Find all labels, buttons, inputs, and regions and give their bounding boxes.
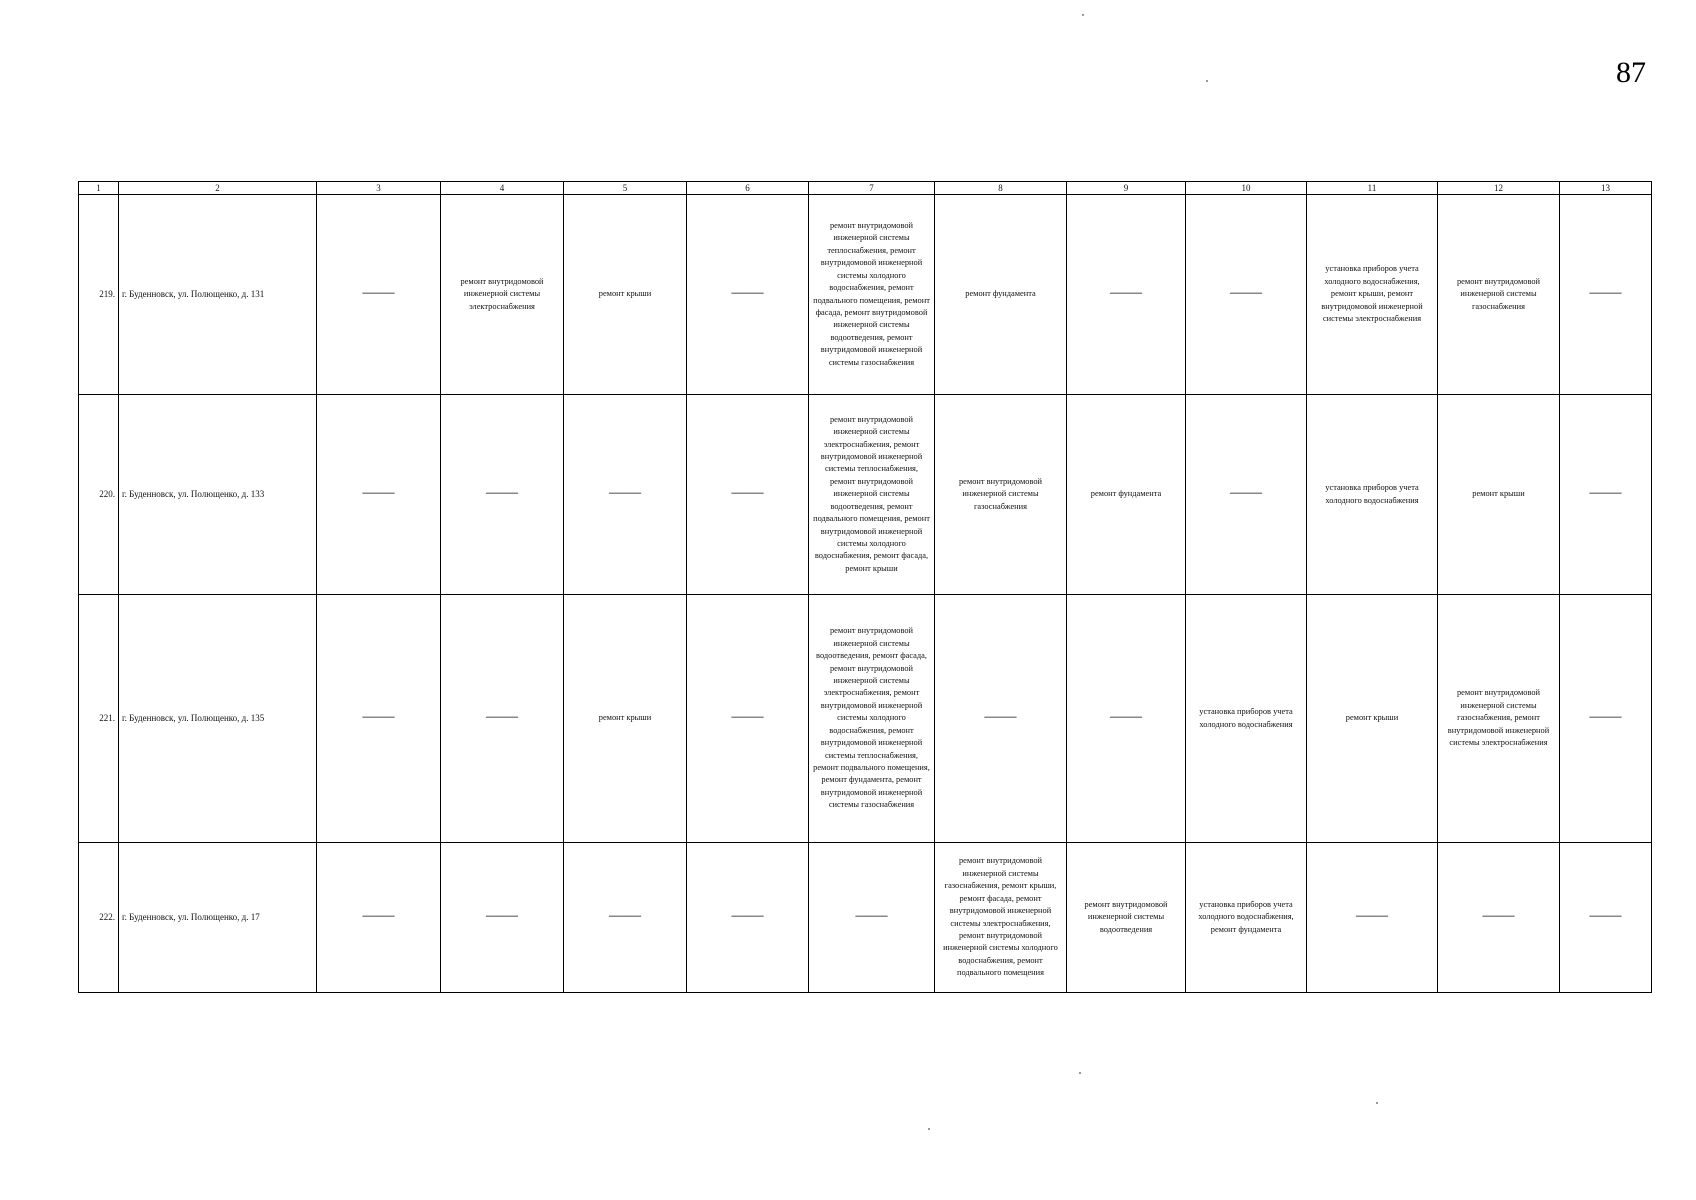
empty-dash: —— bbox=[984, 708, 1017, 726]
table-cell bbox=[1067, 595, 1186, 843]
empty-dash: —— bbox=[1589, 284, 1622, 302]
empty-dash: —— bbox=[1589, 708, 1622, 726]
table-cell: ремонт крыши bbox=[564, 195, 687, 395]
repair-schedule-table bbox=[78, 181, 1652, 993]
table-row bbox=[79, 195, 1652, 395]
column-number: 7 bbox=[809, 182, 935, 195]
table-cell bbox=[1438, 843, 1560, 993]
empty-dash: —— bbox=[362, 484, 395, 502]
column-number: 1 bbox=[79, 182, 119, 195]
empty-dash: —— bbox=[731, 708, 764, 726]
table-cell: установка приборов учета холодного водоснабжения bbox=[1307, 395, 1438, 595]
table-cell bbox=[1307, 843, 1438, 993]
table-cell bbox=[317, 843, 441, 993]
empty-dash: —— bbox=[855, 907, 888, 925]
table-cell: ремонт внутридомовой инженерной системы теплоснабжения, ремонт внутридомовой инженерной системы холодного водоснабжения, ремонт подвального помещения, ремонт фасада, ремонт внутридомовой инженерной системы водоотведения, ремонт внутридомовой инженерной системы газоснабжения bbox=[809, 195, 935, 395]
table-cell bbox=[809, 843, 935, 993]
table-cell bbox=[1067, 195, 1186, 395]
table-cell bbox=[935, 595, 1067, 843]
address-cell: г. Буденновск, ул. Полющенко, д. 133 bbox=[119, 395, 317, 595]
table-row bbox=[79, 395, 1652, 595]
table-cell: ремонт крыши bbox=[564, 595, 687, 843]
empty-dash: —— bbox=[1589, 907, 1622, 925]
table-cell bbox=[1560, 595, 1652, 843]
table-cell: ремонт внутридомовой инженерной системы водоотведения, ремонт фасада, ремонт внутридомовой инженерной системы электроснабжения, ремонт внутридомовой инженерной системы холодного водоснабжения, ремонт внутридомовой инженерной системы теплоснабжения, ремонт подвального помещения, ремонт фундамента, ремонт внутридомовой инженерной системы газоснабжения bbox=[809, 595, 935, 843]
table-cell bbox=[317, 395, 441, 595]
table-cell: установка приборов учета холодного водоснабжения, ремонт фундамента bbox=[1186, 843, 1307, 993]
column-number: 10 bbox=[1186, 182, 1307, 195]
table-cell bbox=[564, 843, 687, 993]
table-cell: ремонт крыши bbox=[1438, 395, 1560, 595]
row-number: 222. bbox=[79, 843, 119, 993]
table-cell: ремонт внутридомовой инженерной системы электроснабжения, ремонт внутридомовой инженерной системы теплоснабжения, ремонт внутридомовой инженерной системы водоотведения, ремонт подвального помещения, ремонт внутридомовой инженерной системы холодного водоснабжения, ремонт фасада, ремонт крыши bbox=[809, 395, 935, 595]
table-cell: ремонт крыши bbox=[1307, 595, 1438, 843]
row-number: 220. bbox=[79, 395, 119, 595]
table-cell bbox=[1560, 395, 1652, 595]
table-cell: ремонт фундамента bbox=[935, 195, 1067, 395]
table-cell bbox=[317, 195, 441, 395]
column-number: 3 bbox=[317, 182, 441, 195]
column-number: 2 bbox=[119, 182, 317, 195]
empty-dash: —— bbox=[1356, 907, 1388, 925]
column-number: 6 bbox=[687, 182, 809, 195]
empty-dash: —— bbox=[486, 484, 518, 502]
row-number: 221. bbox=[79, 595, 119, 843]
column-number-row bbox=[79, 182, 1652, 195]
table-cell bbox=[564, 395, 687, 595]
table-cell: ремонт внутридомовой инженерной системы водоотведения bbox=[1067, 843, 1186, 993]
page-number: 87 bbox=[1616, 56, 1646, 89]
empty-dash: —— bbox=[362, 284, 395, 302]
scan-speck bbox=[928, 1128, 930, 1130]
column-number: 4 bbox=[441, 182, 564, 195]
empty-dash: —— bbox=[1110, 284, 1142, 302]
empty-dash: —— bbox=[362, 708, 395, 726]
address-cell: г. Буденновск, ул. Полющенко, д. 135 bbox=[119, 595, 317, 843]
empty-dash: —— bbox=[1482, 907, 1515, 925]
empty-dash: —— bbox=[731, 907, 764, 925]
scan-speck bbox=[1079, 1072, 1081, 1074]
scan-speck bbox=[1376, 1102, 1378, 1104]
table-row bbox=[79, 595, 1652, 843]
empty-dash: —— bbox=[609, 484, 641, 502]
address-cell: г. Буденновск, ул. Полющенко, д. 17 bbox=[119, 843, 317, 993]
table-cell bbox=[687, 195, 809, 395]
table-cell: ремонт фундамента bbox=[1067, 395, 1186, 595]
table-cell: ремонт внутридомовой инженерной системы электроснабжения bbox=[441, 195, 564, 395]
table-cell bbox=[1560, 195, 1652, 395]
empty-dash: —— bbox=[1230, 284, 1262, 302]
empty-dash: —— bbox=[486, 708, 518, 726]
table-cell bbox=[687, 395, 809, 595]
empty-dash: —— bbox=[731, 284, 764, 302]
column-number: 12 bbox=[1438, 182, 1560, 195]
table-cell: установка приборов учета холодного водоснабжения bbox=[1186, 595, 1307, 843]
table-cell: установка приборов учета холодного водоснабжения, ремонт крыши, ремонт внутридомовой инженерной системы электроснабжения bbox=[1307, 195, 1438, 395]
column-number: 8 bbox=[935, 182, 1067, 195]
empty-dash: —— bbox=[362, 907, 395, 925]
empty-dash: —— bbox=[1589, 484, 1622, 502]
table-cell bbox=[441, 843, 564, 993]
table-cell: ремонт внутридомовой инженерной системы газоснабжения, ремонт крыши, ремонт фасада, ремонт внутридомовой инженерной системы электроснабжения, ремонт внутридомовой инженерной системы холодного водоснабжения, ремонт подвального помещения bbox=[935, 843, 1067, 993]
scan-speck bbox=[1206, 80, 1208, 82]
empty-dash: —— bbox=[1230, 484, 1262, 502]
table-cell bbox=[1186, 195, 1307, 395]
table-cell bbox=[317, 595, 441, 843]
column-number: 5 bbox=[564, 182, 687, 195]
scan-speck bbox=[1082, 14, 1084, 16]
column-number: 9 bbox=[1067, 182, 1186, 195]
table-cell bbox=[441, 595, 564, 843]
row-number: 219. bbox=[79, 195, 119, 395]
empty-dash: —— bbox=[609, 907, 641, 925]
table-cell: ремонт внутридомовой инженерной системы газоснабжения bbox=[935, 395, 1067, 595]
table-cell: ремонт внутридомовой инженерной системы газоснабжения bbox=[1438, 195, 1560, 395]
empty-dash: —— bbox=[1110, 708, 1142, 726]
table-cell bbox=[441, 395, 564, 595]
table-cell bbox=[687, 595, 809, 843]
column-number: 11 bbox=[1307, 182, 1438, 195]
table-cell bbox=[1186, 395, 1307, 595]
empty-dash: —— bbox=[486, 907, 518, 925]
table-cell: ремонт внутридомовой инженерной системы газоснабжения, ремонт внутридомовой инженерной системы электроснабжения bbox=[1438, 595, 1560, 843]
column-number: 13 bbox=[1560, 182, 1652, 195]
empty-dash: —— bbox=[731, 484, 764, 502]
table-cell bbox=[1560, 843, 1652, 993]
table-row bbox=[79, 843, 1652, 993]
address-cell: г. Буденновск, ул. Полющенко, д. 131 bbox=[119, 195, 317, 395]
table-cell bbox=[687, 843, 809, 993]
